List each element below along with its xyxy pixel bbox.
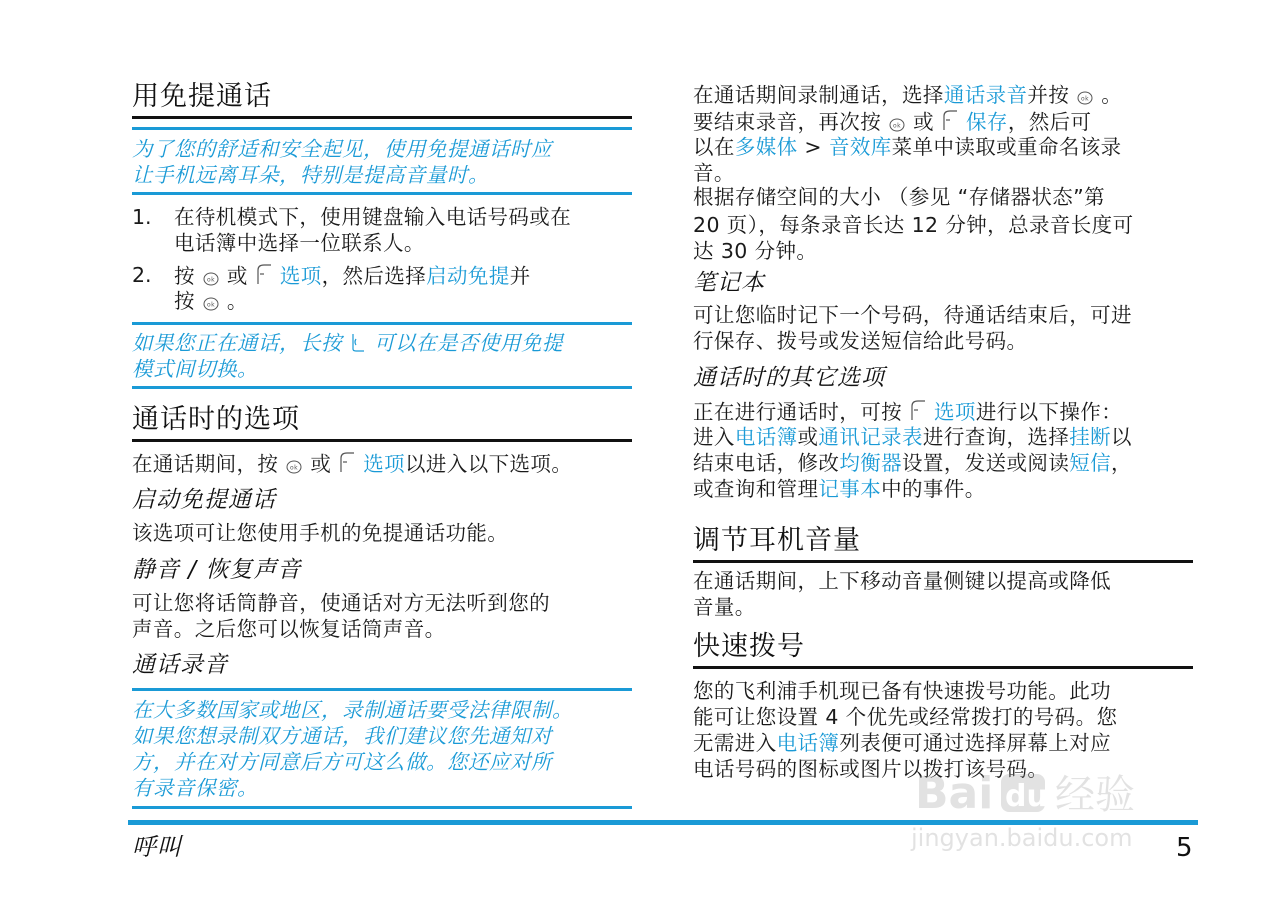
other-3c: ，	[1111, 451, 1132, 475]
speed-line-2: 能可让您设置 4 个优先或经常拨打的号码。您	[693, 705, 1118, 729]
heading-rule	[132, 116, 632, 119]
svg-text:ok: ok	[206, 276, 215, 284]
call-key-icon	[350, 331, 366, 359]
page-number: 5	[1176, 833, 1193, 863]
baidu-watermark-logo	[905, 760, 1195, 860]
record-line-4: 音。	[693, 161, 735, 185]
svg-text:ok: ok	[1081, 95, 1090, 103]
record-2b: ，然后可	[1007, 110, 1092, 134]
subheading-mute: 静音 / 恢复声音	[132, 557, 302, 583]
speed-line-3	[693, 730, 1193, 756]
record-2or: 或	[913, 110, 935, 134]
step1-line-1: 在待机模式下，使用键盘输入电话号码或在	[174, 205, 572, 229]
record-3b: 菜单中读取或重命名该录	[891, 135, 1122, 159]
speed-line-1: 您的飞利浦手机现已备有快速拨号功能。此功	[693, 679, 1111, 703]
other-4kw: 记事本	[818, 477, 882, 501]
heading-speed-dial: 快速拨号	[693, 631, 805, 662]
note-rule-top	[132, 127, 632, 130]
incall-b: 以进入以下选项。	[405, 452, 573, 476]
record-line-1	[693, 82, 1193, 111]
step2-or: 或	[226, 264, 248, 288]
mute-text-line-2: 声音。之后您可以恢复话筒声音。	[132, 617, 446, 641]
other-1b: 进行以下操作：	[975, 400, 1123, 424]
note-law-line-3: 方，并在对方同意后方可这么做。您还应对所	[132, 750, 552, 774]
note-toggle-line-1	[132, 330, 632, 359]
heading-rule	[693, 666, 1193, 669]
subheading-other-options: 通话时的其它选项	[693, 365, 885, 391]
step-number: 2.	[132, 263, 152, 287]
note-toggle-a: 如果您正在通话，长按	[132, 331, 342, 355]
footer-section-title: 呼叫	[132, 833, 182, 861]
other-4b: 中的事件。	[881, 477, 986, 501]
note-law-line-4: 有录音保密。	[132, 776, 258, 800]
svg-text:ok: ok	[206, 301, 215, 309]
speed-3b: 列表便可通过选择屏幕上对应	[839, 731, 1112, 755]
record-3a: 以在	[693, 135, 735, 159]
record-1kw: 通话录音	[943, 83, 1028, 107]
other-2c: 进行查询，选择	[922, 425, 1070, 449]
record-1end: 。	[1101, 83, 1123, 107]
note-rule-top	[132, 688, 632, 691]
other-2b: 或	[797, 425, 819, 449]
note-toggle-b: 可以在是否使用免提	[374, 331, 563, 355]
step2-then: ，然后选择	[321, 264, 427, 288]
record-3kw1: 多媒体	[734, 135, 798, 159]
step2-end: 。	[226, 289, 248, 313]
note-rule-bottom	[132, 386, 632, 389]
note-law-line-1: 在大多数国家或地区，录制通话要受法律限制。	[132, 698, 573, 722]
step2-options: 选项	[279, 264, 322, 288]
other-2a: 进入	[693, 425, 735, 449]
step1-line-2: 电话簿中选择一位联系人。	[174, 231, 425, 255]
mute-text-line-1: 可让您将话筒静音，使通话对方无法听到您的	[132, 591, 550, 615]
notepad-line-2: 行保存、拨号或发送短信给此号码。	[693, 329, 1028, 353]
other-1a: 正在进行通话时，可按	[693, 400, 902, 424]
svg-text:Bai: Bai	[915, 768, 994, 819]
svg-text:jingyan.baidu.com: jingyan.baidu.com	[911, 824, 1133, 852]
incall-a: 在通话期间，按	[132, 452, 279, 476]
step2-press: 按	[174, 264, 195, 288]
other-line-2	[693, 424, 1193, 450]
step2-enable: 启动免提	[426, 264, 510, 288]
other-line-4	[693, 476, 1193, 502]
note-rule-bottom	[132, 806, 632, 809]
note-toggle-line-2: 模式间切换。	[132, 357, 258, 381]
other-2kw2: 通讯记录表	[818, 425, 923, 449]
other-2kw1: 电话簿	[734, 425, 798, 449]
heading-handsfree: 用免提通话	[132, 81, 272, 112]
record-2a: 要结束录音，再次按	[693, 110, 882, 134]
incall-or: 或	[310, 452, 332, 476]
other-3a: 结束电话，修改	[693, 451, 840, 475]
record-1a: 在通话期间录制通话，选择	[693, 83, 944, 107]
note-safety-line-1: 为了您的舒适和安全起见，使用免提通话时应	[132, 137, 552, 161]
svg-text:经验: 经验	[1055, 772, 1135, 818]
record-3kw2: 音效库	[828, 135, 892, 159]
earpiece-line-2: 音量。	[693, 595, 756, 619]
ok-key-icon	[203, 291, 219, 317]
storage-line-3: 达 30 分钟。	[693, 239, 818, 263]
subheading-notepad: 笔记本	[693, 270, 765, 296]
speed-line-4: 电话号码的图标或图片以拨打该号码。	[693, 757, 1049, 781]
step2-and: 并	[509, 264, 531, 288]
enable-handsfree-text: 该选项可让您使用手机的免提通话功能。	[132, 521, 509, 545]
incall-intro	[132, 450, 632, 480]
storage-line-2: 20 页），每条录音长达 12 分钟，总录音长度可	[693, 213, 1134, 237]
svg-text:ok: ok	[893, 122, 902, 130]
other-3b: 设置，发送或阅读	[902, 451, 1070, 475]
svg-text:du: du	[1005, 779, 1048, 814]
other-3kw1: 均衡器	[839, 451, 903, 475]
other-4a: 或查询和管理	[693, 477, 819, 501]
heading-rule	[132, 439, 632, 442]
incall-options: 选项	[363, 452, 406, 476]
notepad-line-1: 可让您临时记下一个号码，待通话结束后，可进	[693, 303, 1132, 327]
subheading-enable-handsfree: 启动免提通话	[132, 487, 276, 513]
subheading-record: 通话录音	[132, 652, 228, 678]
other-2d: 以	[1111, 425, 1132, 449]
left-softkey-icon	[339, 450, 355, 480]
note-safety-line-2: 让手机远离耳朵，特别是提高音量时。	[132, 163, 489, 187]
heading-rule	[693, 560, 1193, 563]
step2-line-2	[174, 288, 632, 317]
record-2kw: 保存	[966, 110, 1008, 134]
step-number: 1.	[132, 205, 152, 229]
heading-incall-options: 通话时的选项	[132, 404, 300, 435]
note-law-line-2: 如果您想录制双方通话，我们建议您先通知对	[132, 724, 552, 748]
record-3sep: >	[797, 135, 829, 159]
storage-line-1: 根据存储空间的大小 （参见 “存储器状态”第	[693, 185, 1106, 209]
heading-earpiece-volume: 调节耳机音量	[693, 525, 861, 556]
note-rule-bottom	[132, 192, 632, 195]
speed-3kw: 电话簿	[776, 731, 840, 755]
svg-text:ok: ok	[290, 464, 299, 472]
speed-3a: 无需进入	[693, 731, 777, 755]
record-line-3	[693, 134, 1193, 160]
other-line-3	[693, 450, 1193, 476]
other-2kw3: 挂断	[1069, 425, 1112, 449]
ok-key-icon	[286, 454, 302, 480]
note-rule-top	[132, 322, 632, 325]
other-3kw2: 短信	[1069, 451, 1112, 475]
step2-press2: 按	[174, 289, 195, 313]
earpiece-line-1: 在通话期间，上下移动音量侧键以提高或降低	[693, 569, 1111, 593]
record-1b: 并按	[1027, 83, 1070, 107]
other-1kw: 选项	[934, 400, 976, 424]
